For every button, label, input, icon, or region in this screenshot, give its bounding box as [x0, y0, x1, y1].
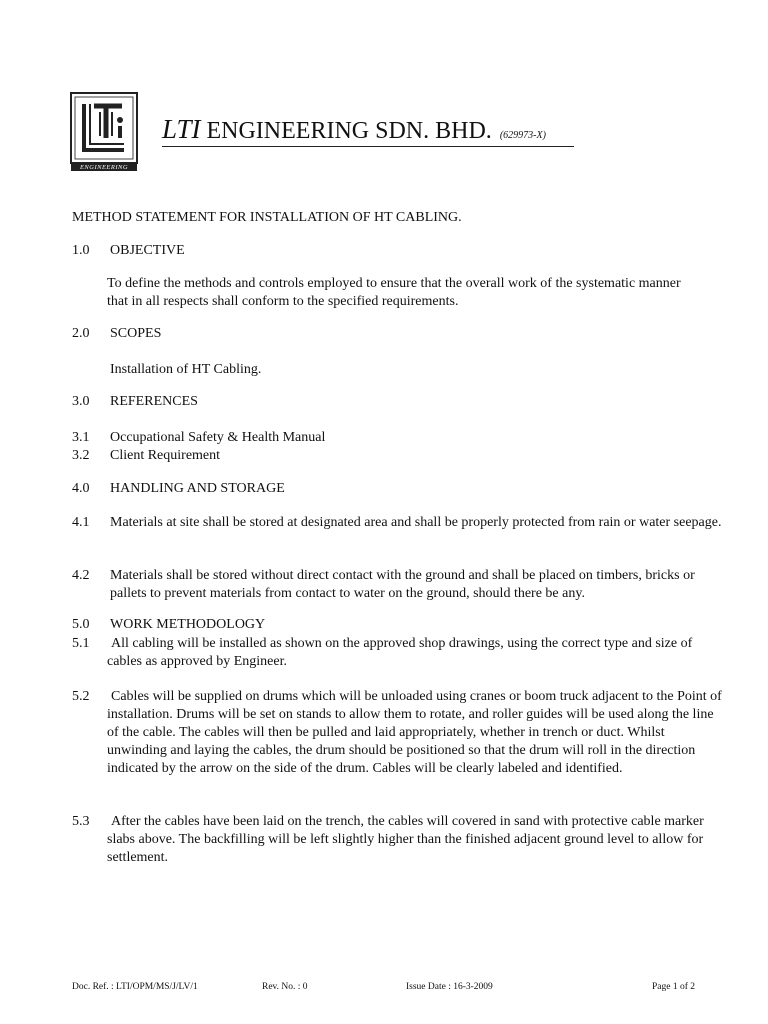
footer-page-number: Page 1 of 2	[652, 982, 696, 992]
section-3-number: 3.0	[72, 394, 90, 409]
header-underline	[162, 146, 574, 147]
handling-item-number: 4.1	[72, 515, 90, 530]
company-name	[162, 114, 546, 145]
handling-item-text: Materials at site shall be stored at designated area and shall be properly protected from rain or water seepage.	[110, 515, 722, 530]
footer-issue-date: Issue Date : 16-3-2009	[406, 982, 493, 992]
section-2-body: Installation of HT Cabling.	[110, 362, 262, 377]
footer-rev-no: Rev. No. : 0	[262, 982, 308, 992]
company-name-lti: LTI	[162, 114, 201, 144]
section-1-number: 1.0	[72, 243, 90, 258]
document-title: METHOD STATEMENT FOR INSTALLATION OF HT CABLING.	[72, 210, 462, 225]
method-item-number: 5.1	[72, 636, 90, 651]
ref-item-number: 3.1	[72, 430, 90, 445]
method-item-number: 5.2	[72, 689, 90, 704]
lti-logo-icon	[70, 92, 138, 172]
handling-item-text: Materials shall be stored without direct contact with the ground and shall be placed on timbers, bricks or pallets to prevent materials from contact to water on the ground, should there be any.	[110, 568, 695, 601]
section-5-title: WORK METHODOLOGY	[110, 617, 266, 632]
section-4-number: 4.0	[72, 481, 90, 496]
section-2-number: 2.0	[72, 326, 90, 341]
method-item-text: All cabling will be installed as shown on the approved shop drawings, using the correct type and size of cables as approved by Engineer.	[107, 636, 693, 669]
company-name-rest: ENGINEERING SDN. BHD.	[206, 118, 492, 144]
method-item-number: 5.3	[72, 814, 90, 829]
section-4-title: HANDLING AND STORAGE	[110, 481, 285, 496]
method-item-text: Cables will be supplied on drums which will be unloaded using cranes or boom truck adjacent to the Point of installation. Drums will be set on stands to allow them to rotate, and roller guides will be used along the line of the cable. The cables will then be pulled and laid appropriately, whether in trench or duct. Whilst unwinding and laying the cables, the drum should be positioned so that the drum will roll in the direction indicated by the arrow on the side of the drum. Cables will be clearly labeled and identified.	[107, 689, 722, 776]
section-1-title: OBJECTIVE	[110, 243, 185, 258]
logo-caption: ENGINEERING	[79, 164, 129, 171]
ref-item-text: Client Requirement	[110, 448, 221, 463]
handling-item-number: 4.2	[72, 568, 90, 583]
company-registration: (629973-X)	[499, 130, 546, 141]
footer-doc-ref: Doc. Ref. : LTI/OPM/MS/J/LV/1	[72, 982, 198, 992]
section-2-title: SCOPES	[110, 326, 162, 341]
section-5-number: 5.0	[72, 617, 90, 632]
section-3-title: REFERENCES	[110, 394, 198, 409]
ref-item-text: Occupational Safety & Health Manual	[110, 430, 326, 445]
method-item-text: After the cables have been laid on the trench, the cables will covered in sand with protective cable marker slabs above. The backfilling will be left slightly higher than the finished adjacent ground level to allow for settlement.	[107, 814, 704, 865]
section-1-body: To define the methods and controls employed to ensure that the overall work of the systematic manner that in all respects shall conform to the specified requirements.	[107, 276, 681, 309]
company-logo	[70, 92, 138, 172]
ref-item-number: 3.2	[72, 448, 90, 463]
